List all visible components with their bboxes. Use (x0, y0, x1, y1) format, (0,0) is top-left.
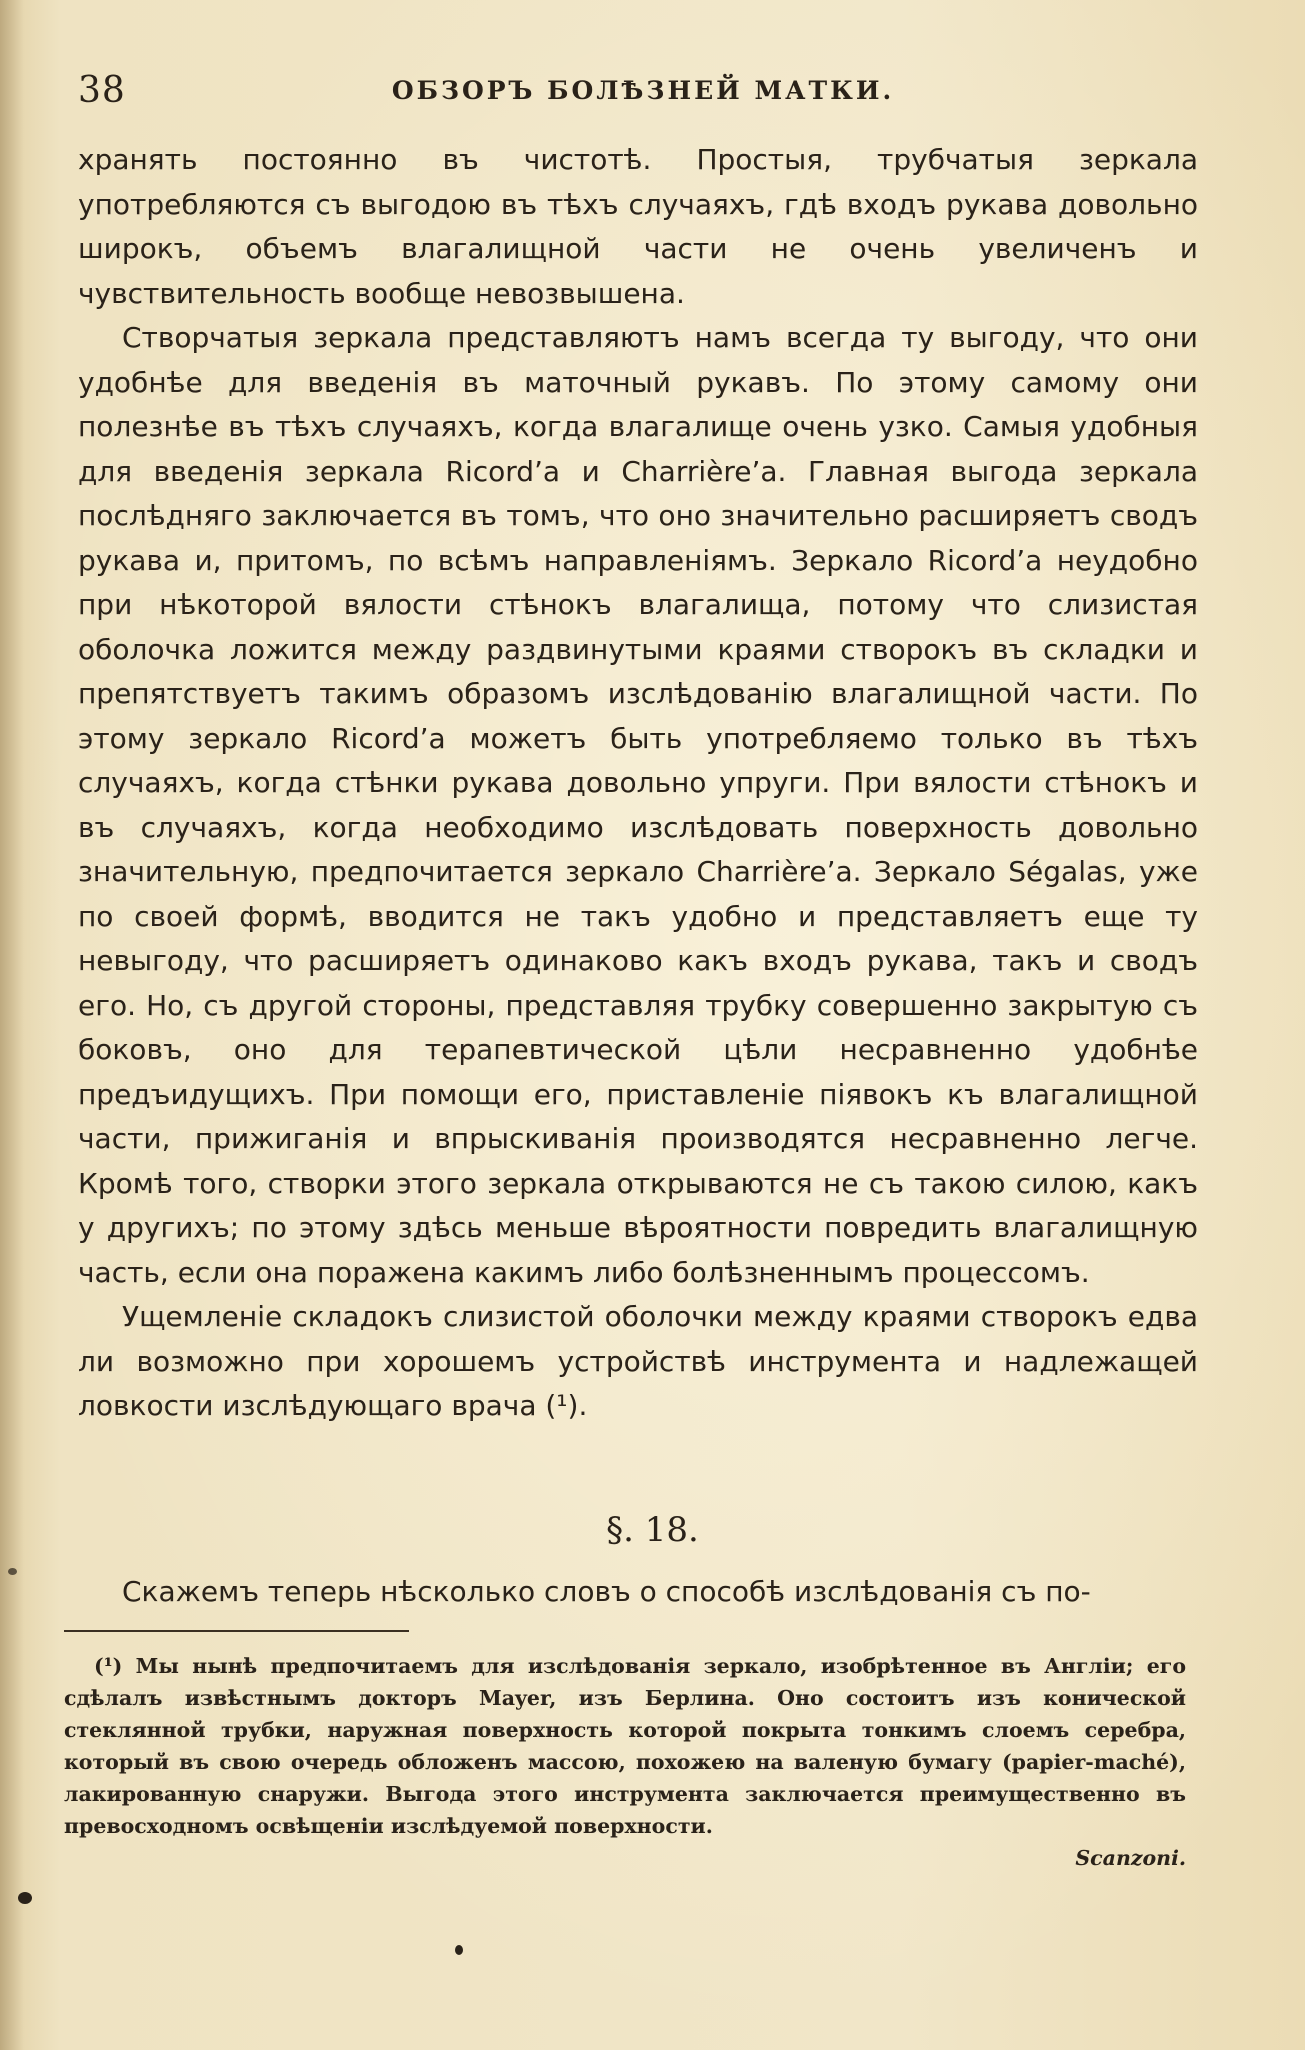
ink-speck (8, 1568, 17, 1575)
footnote-signature: Scanzoni. (1075, 1846, 1186, 1870)
footnote-divider (64, 1630, 409, 1632)
footnote-text: (¹) Мы нынѣ предпочитаемъ для изслѣдованія зеркало, изобрѣтенное въ Англіи; его сдѣлалъ извѣстнымъ докторъ Mayer, изъ Берлина. Оно состоитъ изъ конической стеклянной трубки, наружная поверхность которой покрыта тонкимъ слоемъ серебра, который въ свою очередь обложенъ массою, похожею на валеную бумагу (papier-maché), лакированную снаружи. Выгода этого инструмента заключается преимущественно въ превосходномъ освѣщеніи изслѣдуемой поверхности. (64, 1654, 1186, 1838)
footnote (64, 1650, 1186, 1874)
ink-speck (18, 1892, 32, 1904)
paragraph-3: Ущемленіе складокъ слизистой оболочки между краями створокъ едва ли возможно при хорошемъ устройствѣ инструмента и надлежащей ловкости изслѣдующаго врача (¹). (78, 1300, 1198, 1422)
section-lead-line: Скажемъ теперь нѣсколько словъ о способѣ изслѣдованія съ по- (122, 1575, 1091, 1608)
running-title: ОБЗОРЪ БОЛѢЗНЕЙ МАТКИ. (391, 76, 895, 105)
page-header (78, 70, 1208, 120)
ink-speck (455, 1945, 463, 1955)
main-text (78, 138, 1198, 1429)
page-number: 38 (78, 70, 126, 111)
spine-shadow (0, 0, 24, 2050)
section-heading: §. 18. (606, 1510, 699, 1550)
paragraph-1: хранять постоянно въ чистотѣ. Простыя, трубчатыя зеркала употребляются съ выгодою въ тѣхъ случаяхъ, гдѣ входъ рукава довольно широкъ, объемъ влагалищной части не очень увеличенъ и чувствительность вообще невозвышена. (78, 143, 1198, 310)
paragraph-2: Створчатыя зеркала представляютъ намъ всегда ту выгоду, что они удобнѣе для введенія въ маточный рукавъ. По этому самому они полезнѣе въ тѣхъ случаяхъ, когда влагалище очень узко. Самыя удобныя для введенія зеркала Ricord’а и Charrière’а. Главная выгода зеркала послѣдняго заключается въ томъ, что оно значительно расширяетъ сводъ рукава и, притомъ, по всѣмъ направленіямъ. Зеркало Ricord’а неудобно при нѣкоторой вялости стѣнокъ влагалища, потому что слизистая оболочка ложится между раздвинутыми краями створокъ въ складки и препятствуетъ такимъ образомъ изслѣдованію влагалищной части. По этому зеркало Ricord’а можетъ быть употребляемо только въ тѣхъ случаяхъ, когда стѣнки рукава довольно упруги. При вялости стѣнокъ и въ случаяхъ, когда необходимо изслѣдовать поверхность довольно значительную, предпочитается зеркало Charrière’а. Зеркало Ségalas, уже по своей формѣ, вводится не такъ удобно и представляетъ еще ту невыгоду, что расширяетъ одинаково какъ входъ рукава, такъ и сводъ его. Но, съ другой стороны, представляя трубку совершенно закрытую съ боковъ, оно для терапевтической цѣли несравненно удобнѣе предъидущихъ. При помощи его, приставленіе піявокъ къ влагалищной части, прижиганія и впрыскиванія производятся несравненно легче. Кромѣ того, створки этого зеркала открываются не съ такою силою, какъ у другихъ; по этому здѣсь меньше вѣроятности повредить влагалищную часть, если она поражена какимъ либо болѣзненнымъ процессомъ. (78, 321, 1198, 1289)
